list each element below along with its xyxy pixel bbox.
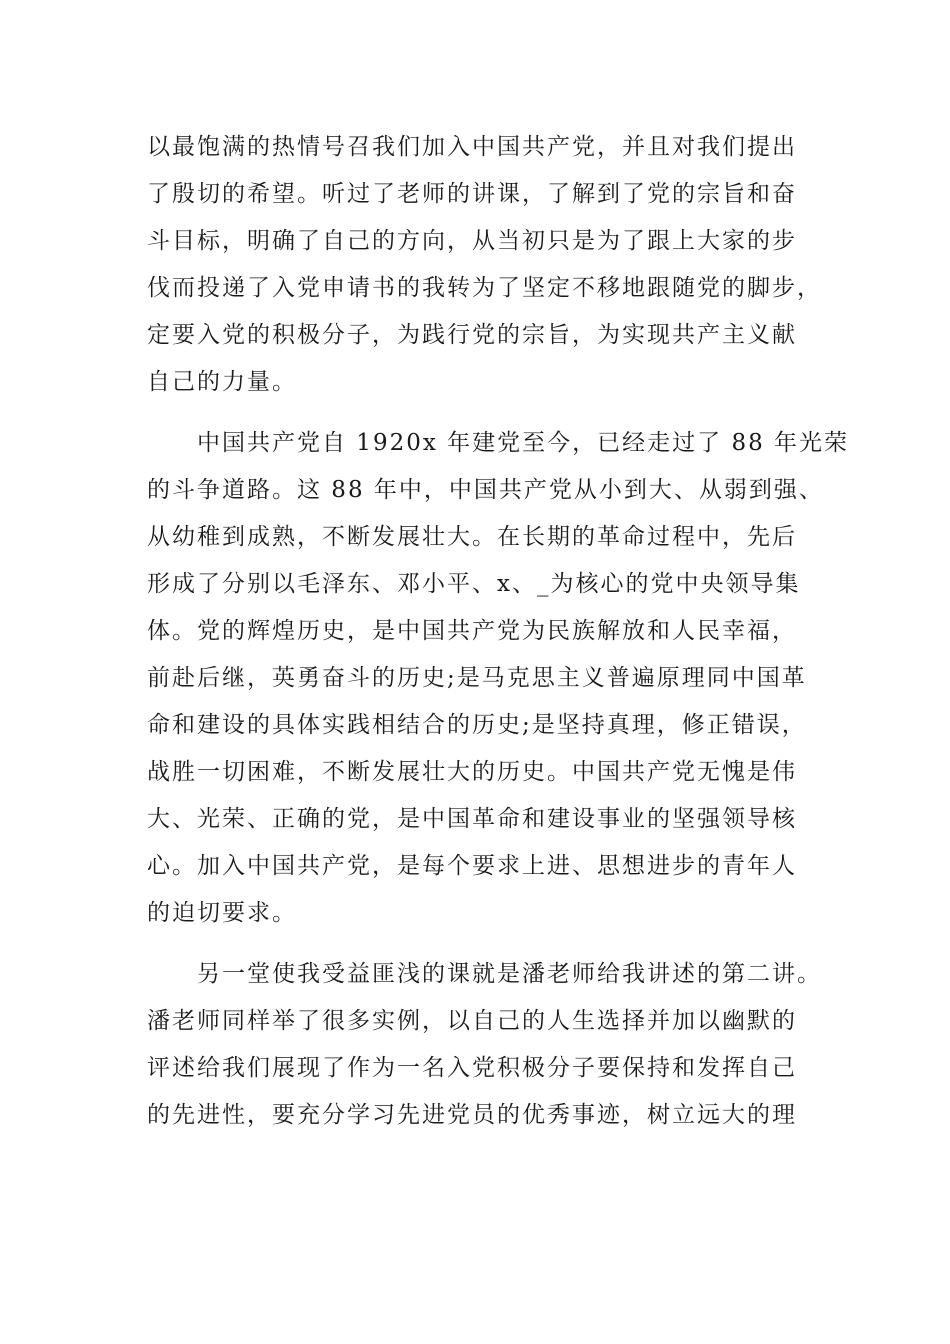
text-line: 战胜一切困难，不断发展壮大的历史。中国共产党无愧是伟 [147,759,797,785]
text-line: 前赴后继，英勇奋斗的历史;是马克思主义普遍原理同中国革 [147,665,807,691]
text-line: 的迫切要求。 [147,900,297,926]
text-line: 形成了分别以毛泽东、邓小平、x、_为核心的党中央领导集 [147,571,801,597]
text-line: 的斗争道路。这 88 年中，中国共产党从小到大、从弱到强、 [147,477,824,503]
text-line: 命和建设的具体实践相结合的历史;是坚持真理，修正错误， [147,712,807,738]
text-line: 以最饱满的热情号召我们加入中国共产党，并且对我们提出 [147,134,797,160]
text-line: 潘老师同样举了很多实例，以自己的人生选择并加以幽默的 [147,1008,797,1034]
text-line: 自己的力量。 [147,369,297,395]
text-line: 体。党的辉煌历史，是中国共产党为民族解放和人民幸福， [147,618,797,644]
text-line: 评述给我们展现了作为一名入党积极分子要保持和发挥自己 [147,1055,797,1081]
text-line: 心。加入中国共产党，是每个要求上进、思想进步的青年人 [147,853,797,879]
text-line: 定要入党的积极分子，为践行党的宗旨，为实现共产主义献 [147,322,797,348]
document-body [147,124,850,1153]
text-line-first: 另一堂使我受益匪浅的课就是潘老师给我讲述的第二讲。 [197,961,822,987]
paragraph-3 [147,951,822,1139]
text-line: 斗目标，明确了自己的方向，从当初只是为了跟上大家的步 [147,228,797,254]
text-line: 从幼稚到成熟，不断发展壮大。在长期的革命过程中，先后 [147,524,797,550]
paragraph-2 [147,420,850,937]
paragraph-1 [147,124,822,406]
text-line-first: 中国共产党自 1920x 年建党至今，已经走过了 88 年光荣 [197,430,850,456]
text-line: 大、光荣、正确的党，是中国革命和建设事业的坚强领导核 [147,806,797,832]
text-line: 的先进性，要充分学习先进党员的优秀事迹，树立远大的理 [147,1102,797,1128]
text-line: 伐而投递了入党申请书的我转为了坚定不移地跟随党的脚步， [147,275,822,301]
text-line: 了殷切的希望。听过了老师的讲课，了解到了党的宗旨和奋 [147,181,797,207]
